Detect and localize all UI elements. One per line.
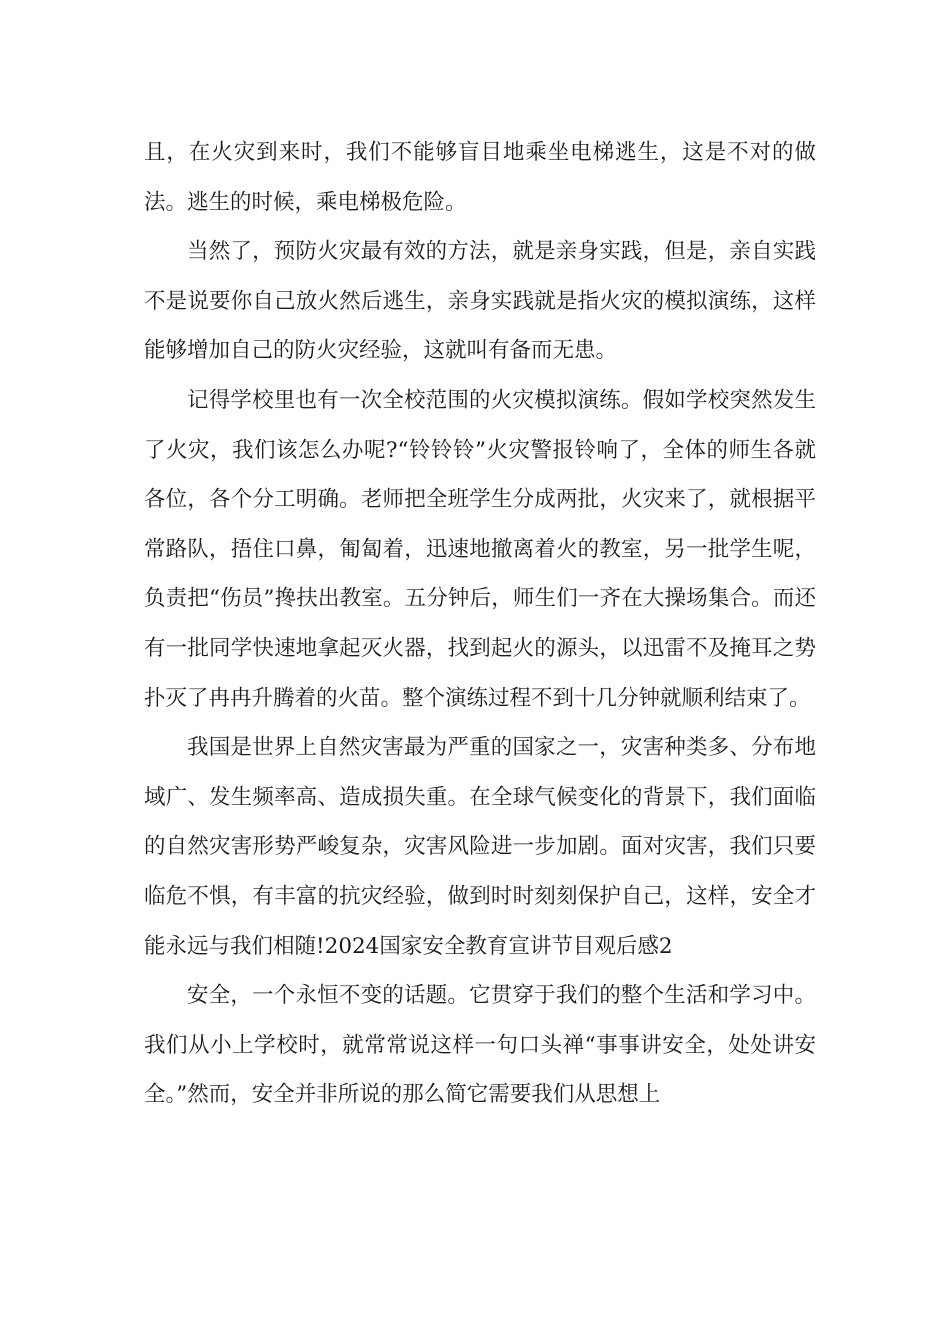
document-page [144,128,816,1120]
paragraph-school-drill: 记得学校里也有一次全校范围的火灾模拟演练。假如学校突然发生了火灾，我们该怎么办呢?“铃铃铃”火灾警报铃响了，全体的师生各就各位，各个分工明确。老师把全班学生分成两批，火灾来了，就根据平常路队，捂住口鼻，匍匐着，迅速地撤离着火的教室，另一批学生呢，负责把“伤员”搀扶出教室。五分钟后，师生们一齐在大操场集合。而还有一批同学快速地拿起灭火器，找到起火的源头，以迅雷不及掩耳之势扑灭了冉冉升腾着的火苗。整个演练过程不到十几分钟就顺利结束了。 [144,387,816,711]
paragraph-practice: 当然了，预防火灾最有效的方法，就是亲身实践，但是，亲自实践不是说要你自己放火然后逃生，亲身实践就是指火灾的模拟演练，这样能够增加自己的防火灾经验，这就叫有备而无患。 [144,239,816,364]
paragraph-safety-topic: 安全，一个永恒不变的话题。它贯穿于我们的整个生活和学习中。我们从小上学校时，就常常说这样一句口头禅“事事讲安全，处处讲安全。”然而，安全并非所说的那么简它需要我们从思想上 [144,983,816,1108]
paragraph-continuation: 且，在火灾到来时，我们不能够盲目地乘坐电梯逃生，这是不对的做法。逃生的时候，乘电梯极危险。 [144,140,816,215]
paragraph-national-disasters: 我国是世界上自然灾害最为严重的国家之一，灾害种类多、分布地域广、发生频率高、造成损失重。在全球气候变化的背景下，我们面临的自然灾害形势严峻复杂，灾害风险进一步加剧。面对灾害，我们只要临危不惧，有丰富的抗灾经验，做到时时刻刻保护自己，这样，安全才能永远与我们相随!2024国家安全教育宣讲节目观后感2 [144,735,816,959]
